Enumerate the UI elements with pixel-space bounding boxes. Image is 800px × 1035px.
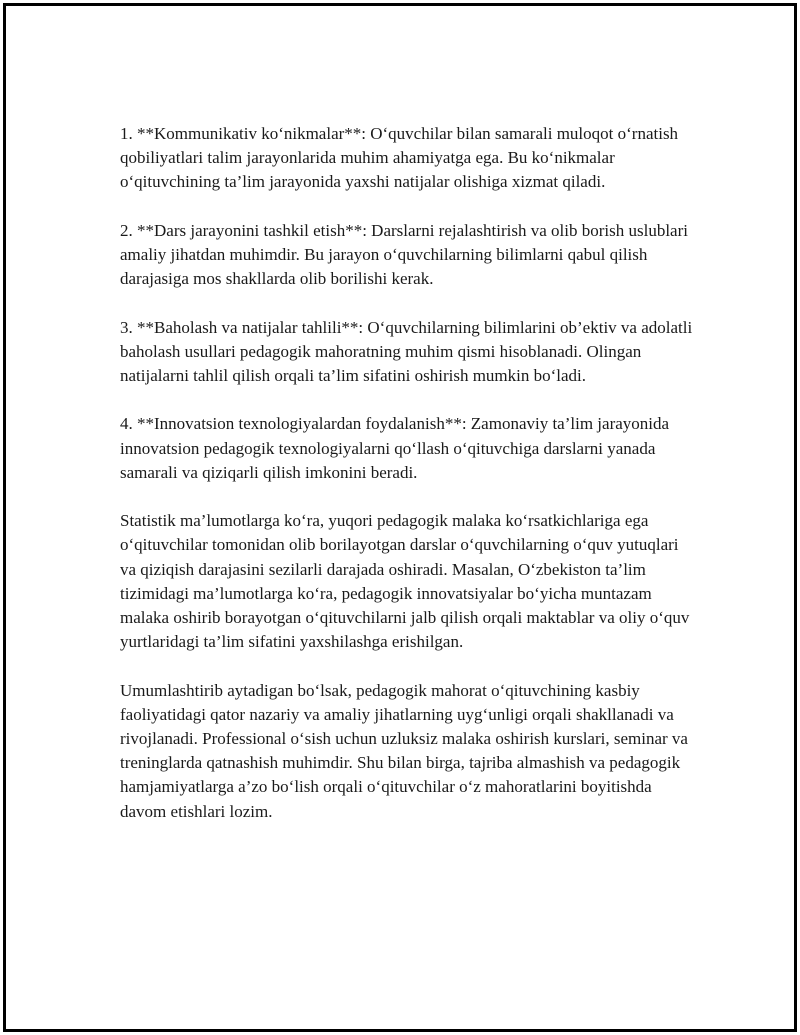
paragraph-innovative-technologies: 4. **Innovatsion texnologiyalardan foydalanish**: Zamonaviy ta’lim jarayonida innovatsion pedagogik texnologiyalarni qo‘llash o‘qituvchiga darslarni yanada samarali va qiziqarli qilish imkonini beradi.: [120, 414, 670, 482]
document-body: [120, 122, 695, 824]
paragraph-communication-skills: 1. **Kommunikativ ko‘nikmalar**: O‘quvchilar bilan samarali muloqot o‘rnatish qobiliyatlari talim jarayonlarida muhim ahamiyatga ega. Bu ko‘nikmalar o‘qituvchining ta’lim jarayonida yaxshi natijalar olishiga xizmat qiladi.: [120, 124, 679, 192]
page-frame: [3, 3, 797, 1032]
paragraph-statistics: Statistik ma’lumotlarga ko‘ra, yuqori pedagogik malaka ko‘rsatkichlariga ega o‘qituvchilar tomonidan olib borilayotgan darslar o‘quvchilarning o‘quv yutuqlari va qiziqish darajasini sezilarli darajada oshiradi. Masalan, O‘zbekiston ta’lim tizimidagi ma’lumotlarga ko‘ra, pedagogik innovatsiyalar bo‘yicha muntazam malaka oshirib borayotgan o‘qituvchilarni jalb qilish orqali maktablar va oliy o‘quv yurtlaridagi ta’lim sifatini yaxshilashga erishilgan.: [120, 511, 690, 652]
paragraph-conclusion: Umumlashtirib aytadigan bo‘lsak, pedagogik mahorat o‘qituvchining kasbiy faoliyatidagi qator nazariy va amaliy jihatlarning uyg‘unligi orqali shakllanadi va rivojlanadi. Professional o‘sish uchun uzluksiz malaka oshirish kurslari, seminar va treninglarda qatnashish muhimdir. Shu bilan birga, tajriba almashish va pedagogik hamjamiyatlarga a’zo bo‘lish orqali o‘qituvchilar o‘z mahoratlarini boyitishda davom etishlari lozim.: [120, 680, 688, 821]
paragraph-assessment: 3. **Baholash va natijalar tahlili**: O‘quvchilarning bilimlarini ob’ektiv va adolatli baholash usullari pedagogik mahoratning muhim qismi hisoblanadi. Olingan natijalarni tahlil qilish orqali ta’lim sifatini oshirish mumkin bo‘ladi.: [120, 317, 693, 385]
paragraph-lesson-organization: 2. **Dars jarayonini tashkil etish**: Darslarni rejalashtirish va olib borish uslublari amaliy jihatdan muhimdir. Bu jarayon o‘quvchilarning bilimlarni qabul qilish darajasiga mos shakllarda olib borilishi kerak.: [120, 220, 688, 289]
